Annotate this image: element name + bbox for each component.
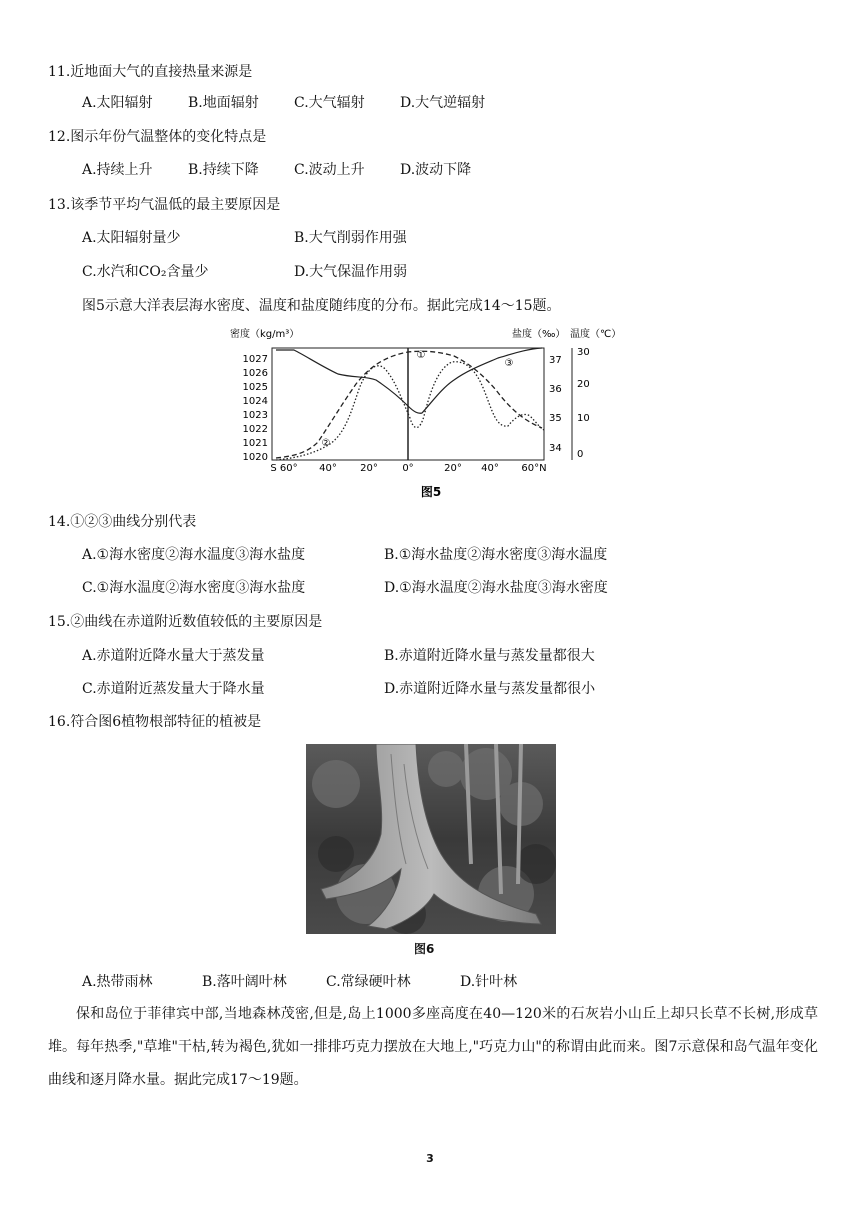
page-number: 3 [426, 1152, 434, 1165]
q12-option-c: C.波动上升 [294, 162, 365, 178]
temperature-tick: 0 [577, 449, 584, 460]
question-14-stem: 14.①②③曲线分别代表 [48, 514, 197, 530]
question-11-stem: 11.近地面大气的直接热量来源是 [48, 64, 253, 80]
q14-option-a: A.①海水密度②海水温度③海水盐度 [82, 547, 306, 563]
question-15-stem: 15.②曲线在赤道附近数值较低的主要原因是 [48, 614, 323, 630]
q16-option-b: B.落叶阔叶林 [202, 974, 287, 990]
density-tick: 1023 [242, 410, 268, 421]
q12-option-d: D.波动下降 [400, 162, 472, 178]
q16-option-a: A.热带雨林 [82, 974, 153, 990]
density-tick: 1025 [242, 382, 268, 393]
q13-option-a: A.太阳辐射量少 [82, 230, 181, 246]
question-12-stem: 12.图示年份气温整体的变化特点是 [48, 129, 267, 145]
q13-option-d: D.大气保温作用弱 [294, 264, 408, 280]
question-16-stem: 16.符合图6植物根部特征的植被是 [48, 714, 262, 730]
density-axis-label: 密度（kg/m³） [230, 329, 300, 340]
figure6-photo [306, 744, 556, 956]
x-tick: 40° [319, 463, 337, 474]
q16-option-d: D.针叶林 [460, 974, 518, 990]
curve-marker-2: ② [321, 438, 331, 449]
density-tick: 1027 [242, 354, 268, 365]
temperature-axis-label: 温度（℃） [570, 329, 622, 340]
figure5-chart [226, 320, 636, 500]
figure5-intro: 图5示意大洋表层海水密度、温度和盐度随纬度的分布。据此完成14～15题。 [82, 298, 561, 314]
figure5-caption: 图5 [420, 485, 442, 499]
x-tick: 20° [444, 463, 462, 474]
curve-marker-3: ③ [504, 358, 514, 369]
salinity-tick: 34 [549, 443, 562, 454]
density-tick: 1021 [242, 438, 268, 449]
x-tick: 20° [360, 463, 378, 474]
curve-salinity-dotted [276, 362, 544, 460]
q14-option-d: D.①海水温度②海水盐度③海水密度 [384, 580, 608, 596]
q12-option-b: B.持续下降 [188, 162, 259, 178]
q15-option-a: A.赤道附近降水量大于蒸发量 [82, 648, 265, 664]
temperature-tick: 10 [577, 413, 590, 424]
q15-option-d: D.赤道附近降水量与蒸发量都很小 [384, 681, 596, 697]
density-tick: 1020 [242, 452, 268, 463]
density-tick: 1026 [242, 368, 268, 379]
q13-option-c: C.水汽和CO₂含量少 [82, 264, 209, 280]
q16-option-c: C.常绿硬叶林 [326, 974, 411, 990]
curve-temperature-dashed [276, 351, 542, 458]
q14-option-b: B.①海水盐度②海水密度③海水温度 [384, 547, 608, 563]
figure6-caption: 图6 [414, 942, 435, 956]
q15-option-c: C.赤道附近蒸发量大于降水量 [82, 681, 265, 697]
salinity-tick: 36 [549, 384, 562, 395]
passage-bohol-island: 保和岛位于菲律宾中部,当地森林茂密,但是,岛上1000多座高度在40—120米的石灰岩小山丘上却只长草不长树,形成草堆。每年热季,"草堆"干枯,转为褐色,犹如一排排巧克力摆放在大地上,"巧克力山"的称谓由此而来。图7示意保和岛气温年变化曲线和逐月降水量。据此完成17～19题。 [48, 1006, 818, 1088]
x-tick: 0° [402, 463, 414, 474]
q14-option-c: C.①海水温度②海水密度③海水盐度 [82, 580, 306, 596]
temperature-tick: 20 [577, 379, 590, 390]
salinity-axis-label: 盐度（‰） [512, 329, 566, 340]
curve-density-solid [276, 348, 542, 413]
q11-option-b: B.地面辐射 [188, 95, 259, 111]
q12-option-a: A.持续上升 [82, 162, 153, 178]
q11-option-a: A.太阳辐射 [82, 95, 153, 111]
density-tick: 1022 [242, 424, 268, 435]
x-tick: 40° [481, 463, 499, 474]
temperature-tick: 30 [577, 347, 590, 358]
q11-option-c: C.大气辐射 [294, 95, 365, 111]
q11-option-d: D.大气逆辐射 [400, 95, 486, 111]
density-tick: 1024 [242, 396, 268, 407]
salinity-tick: 37 [549, 355, 562, 366]
x-tick: S 60° [270, 463, 298, 474]
question-13-stem: 13.该季节平均气温低的最主要原因是 [48, 197, 281, 213]
q15-option-b: B.赤道附近降水量与蒸发量都很大 [384, 648, 595, 664]
curve-marker-1: ① [416, 350, 426, 361]
salinity-tick: 35 [549, 413, 562, 424]
x-tick: 60°N [521, 463, 547, 474]
q13-option-b: B.大气削弱作用强 [294, 230, 407, 246]
